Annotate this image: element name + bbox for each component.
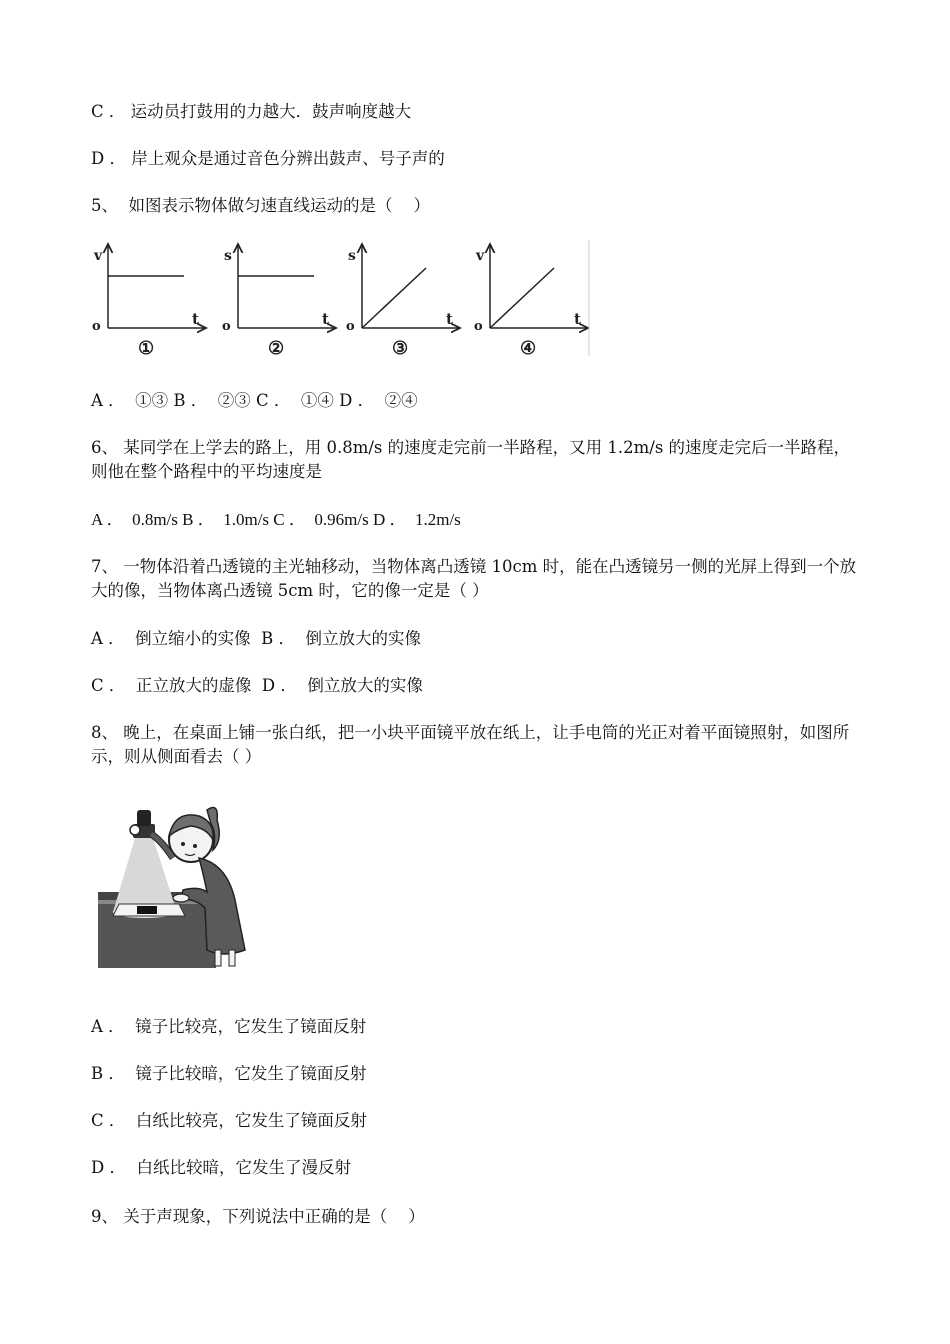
graph-1-x-label: t <box>192 310 199 328</box>
q5-stem: 5、 如图表示物体做匀速直线运动的是（ ） <box>91 196 430 215</box>
q9-stem: 9、 关于声现象，下列说法中正确的是（ ） <box>91 1207 425 1226</box>
flashlight-mirror-illustration <box>95 800 265 970</box>
graph-2-x-label: t <box>322 310 329 328</box>
q8-option-c: C ． 白纸比较亮，它发生了镜面反射 <box>91 1111 367 1130</box>
graph-4-origin-label: o <box>474 319 483 334</box>
motion-graphs-figure <box>88 236 592 360</box>
graph-3-y-label: s <box>348 248 356 264</box>
graph-4-plot-line <box>490 268 554 328</box>
graph-4-y-label: v <box>476 248 485 264</box>
graph-2-origin-label: o <box>222 319 231 334</box>
graph-3-plot-line <box>362 268 426 328</box>
graph-4-x-label: t <box>574 310 581 328</box>
q7-options-ab: A ． 倒立缩小的实像 B ． 倒立放大的实像 <box>91 629 421 648</box>
q7-stem: 7、 一物体沿着凸透镜的主光轴移动，当物体离凸透镜 10cm 时，能在凸透镜另一侧的光屏上得到一个放大的像，当物体离凸透镜 5cm 时，它的像一定是（ ） <box>91 557 857 600</box>
q5-options: A ． ①③ B ． ②③ C ． ①④ D ． ②④ <box>91 391 418 410</box>
q8-option-a: A ． 镜子比较亮，它发生了镜面反射 <box>91 1017 367 1036</box>
graph-3-origin-label: o <box>346 319 355 334</box>
graph-1-number: ① <box>138 338 155 359</box>
graph-4-number: ④ <box>520 338 537 359</box>
graph-1-origin-label: o <box>92 319 101 334</box>
graph-1-y-label: v <box>94 248 103 264</box>
q7-options-cd: C ． 正立放大的虚像 D ． 倒立放大的实像 <box>91 676 423 695</box>
q8-option-b: B ． 镜子比较暗，它发生了镜面反射 <box>91 1064 367 1083</box>
graph-3-x-label: t <box>446 310 453 328</box>
q4-option-c: C ． 运动员打鼓用的力越大．鼓声响度越大 <box>91 102 412 121</box>
q6-options: A ． 0.8m/s B ． 1.0m/s C ． 0.96m/s D ． 1.2m/s <box>91 510 461 529</box>
graph-3-number: ③ <box>392 338 409 359</box>
q8-option-d: D ． 白纸比较暗，它发生了漫反射 <box>91 1158 351 1177</box>
graph-2-y-label: s <box>224 248 232 264</box>
q8-stem: 8、 晚上，在桌面上铺一张白纸，把一小块平面镜平放在纸上，让手电筒的光正对着平面镜照射，如图所示，则从侧面看去（ ） <box>91 723 850 766</box>
q4-option-d: D ． 岸上观众是通过音色分辨出鼓声、号子声的 <box>91 149 445 168</box>
graph-2-number: ② <box>268 338 285 359</box>
q6-stem: 6、 某同学在上学去的路上，用 0.8m/s 的速度走完前一半路程，又用 1.2m/s 的速度走完后一半路程，则他在整个路程中的平均速度是 <box>91 438 851 481</box>
